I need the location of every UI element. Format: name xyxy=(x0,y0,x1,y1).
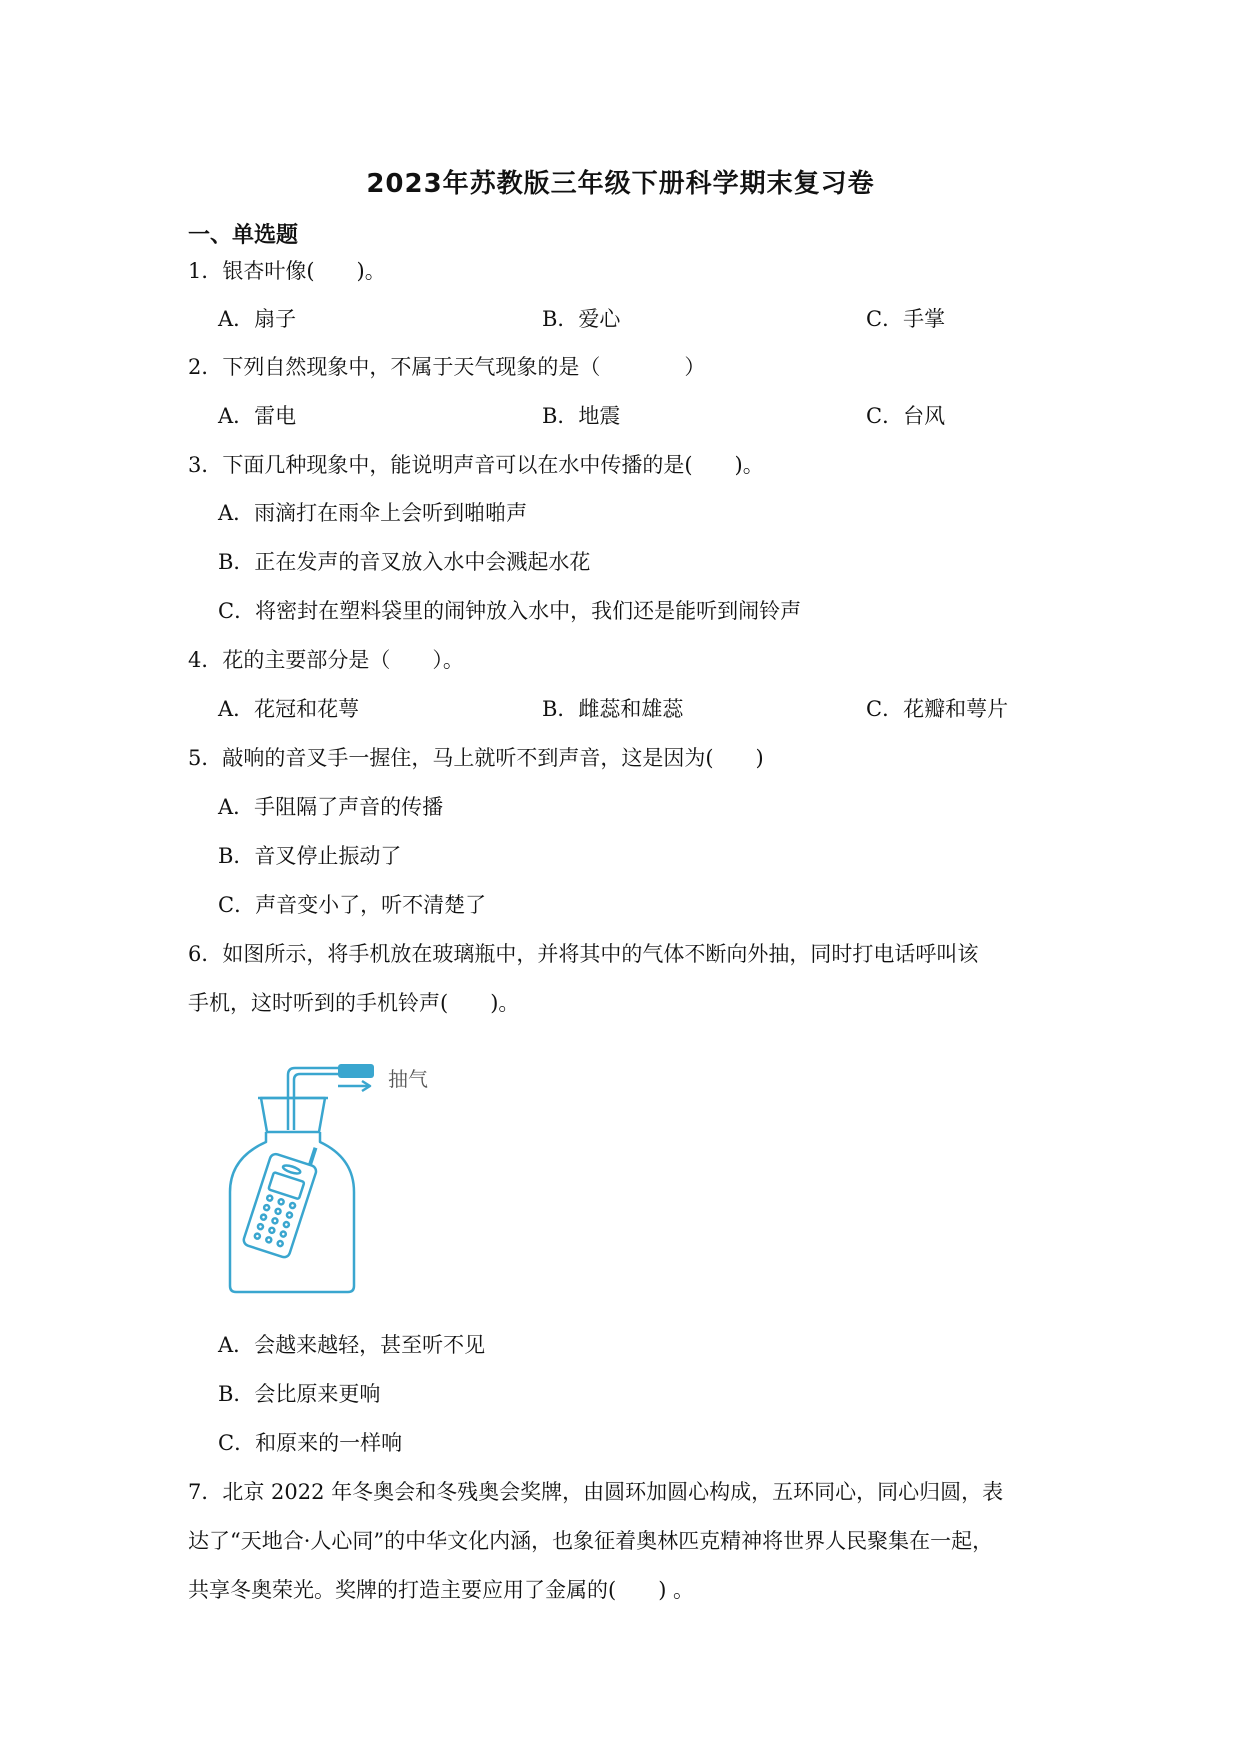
question-4-option-a: A．花冠和花萼 xyxy=(218,697,360,721)
bottle-outline xyxy=(230,1132,354,1292)
question-1-option-b: B．爱心 xyxy=(542,307,621,331)
question-1-option-c: C．手掌 xyxy=(866,307,946,331)
question-7-stem-line-3: 共享冬奥荣光。奖牌的打造主要应用了金属的( ) 。 xyxy=(188,1578,695,1602)
question-5-option-c: C．声音变小了，听不清楚了 xyxy=(218,893,487,917)
question-6-stem-line-2: 手机，这时听到的手机铃声( )。 xyxy=(188,991,520,1015)
page-title: 2023年苏教版三年级下册科学期末复习卷 xyxy=(366,169,875,199)
question-2-option-b: B．地震 xyxy=(542,404,621,428)
phone xyxy=(242,1135,323,1258)
question-1-option-a: A．扇子 xyxy=(218,307,297,331)
bottle-phone-figure xyxy=(228,1050,468,1300)
question-2-option-c: C．台风 xyxy=(866,404,946,428)
question-2-stem: 2．下列自然现象中，不属于天气现象的是（ ） xyxy=(188,355,706,379)
question-5-stem: 5．敲响的音叉手一握住，马上就听不到声音，这是因为( ) xyxy=(188,746,764,770)
question-3-stem: 3．下面几种现象中，能说明声音可以在水中传播的是( )。 xyxy=(188,453,764,477)
section-heading: 一、单选题 xyxy=(188,223,299,248)
hose xyxy=(338,1064,374,1078)
question-2-option-a: A．雷电 xyxy=(218,404,297,428)
question-1-stem: 1．银杏叶像( )。 xyxy=(188,259,386,283)
question-3-option-a: A．雨滴打在雨伞上会听到啪啪声 xyxy=(218,501,528,525)
question-6-option-c: C．和原来的一样响 xyxy=(218,1431,403,1455)
question-5-option-a: A．手阻隔了声音的传播 xyxy=(218,795,444,819)
tube-inner xyxy=(294,1074,338,1130)
question-7-stem-line-1: 7．北京 2022 年冬奥会和冬残奥会奖牌，由圆环加圆心构成，五环同心，同心归圆，表 xyxy=(188,1480,1004,1504)
question-3-option-c: C．将密封在塑料袋里的闹钟放入水中，我们还是能听到闹铃声 xyxy=(218,599,802,623)
question-6-option-b: B．会比原来更响 xyxy=(218,1382,381,1406)
figure-label: 抽气 xyxy=(388,1067,428,1091)
question-3-option-b: B．正在发声的音叉放入水中会溅起水花 xyxy=(218,550,591,574)
question-4-option-c: C．花瓣和萼片 xyxy=(866,697,1009,721)
question-4-stem: 4．花的主要部分是（ ）。 xyxy=(188,648,464,672)
question-7-stem-line-2: 达了“天地合·人心同”的中华文化内涵，也象征着奥林匹克精神将世界人民聚集在一起， xyxy=(188,1529,994,1553)
question-6-stem-line-1: 6．如图所示，将手机放在玻璃瓶中，并将其中的气体不断向外抽，同时打电话呼叫该 xyxy=(188,942,979,966)
question-5-option-b: B．音叉停止振动了 xyxy=(218,844,402,868)
question-6-option-a: A．会越来越轻，甚至听不见 xyxy=(218,1333,486,1357)
question-4-option-b: B．雌蕊和雄蕊 xyxy=(542,697,684,721)
